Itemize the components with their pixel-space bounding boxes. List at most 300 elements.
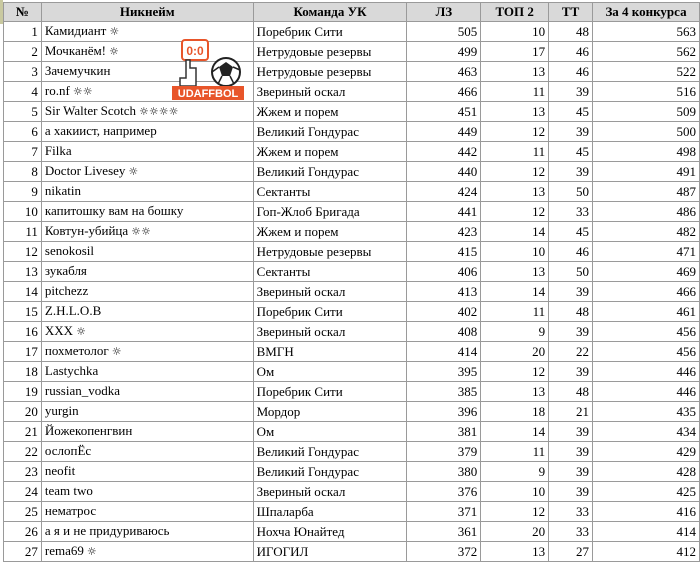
row-team-text: Ом <box>256 363 275 379</box>
row-lz <box>407 162 481 182</box>
row-lz <box>407 122 481 142</box>
row-top2 <box>481 482 549 502</box>
row-number-text: 25 <box>24 503 38 519</box>
row-nickname-text: ro.nf <box>44 83 70 99</box>
row-nickname <box>41 222 253 242</box>
row-nickname-text: Зачемучкин <box>44 63 111 79</box>
row-total-text: 486 <box>676 203 696 219</box>
row-nickname-text: senokosil <box>44 243 95 259</box>
row-tt-text: 50 <box>576 183 590 199</box>
row-team <box>253 382 407 402</box>
row-team-text: Звериный оскал <box>256 83 346 99</box>
row-tt-text: 45 <box>576 143 590 159</box>
row-top2-text: 13 <box>532 543 546 559</box>
row-team <box>253 442 407 462</box>
row-top2 <box>481 442 549 462</box>
row-lz-text: 414 <box>457 343 478 359</box>
row-number-text: 13 <box>24 263 38 279</box>
row-lz-text: 380 <box>457 463 478 479</box>
row-number <box>4 142 42 162</box>
row-nickname-text: neofit <box>44 463 76 479</box>
row-tt-text: 39 <box>576 283 590 299</box>
row-number <box>4 22 42 42</box>
row-total <box>593 22 700 42</box>
row-lz-text: 361 <box>457 523 478 539</box>
row-total-text: 425 <box>676 483 696 499</box>
row-lz-text: 442 <box>457 143 478 159</box>
row-team-text: Ом <box>256 423 275 439</box>
row-team-text: Мордор <box>256 403 301 419</box>
row-lz-text: 463 <box>457 63 478 79</box>
row-lz-text: 441 <box>457 203 478 219</box>
row-number-text: 18 <box>24 363 38 379</box>
row-team <box>253 242 407 262</box>
row-total-text: 435 <box>676 403 696 419</box>
row-team-text: Нетрудовые резервы <box>256 243 372 259</box>
row-team <box>253 142 407 162</box>
row-top2-text: 9 <box>538 323 546 339</box>
row-total <box>593 202 700 222</box>
row-number <box>4 522 42 542</box>
row-top2 <box>481 282 549 302</box>
row-number-text: 24 <box>24 483 38 499</box>
row-top2-text: 14 <box>532 423 546 439</box>
row-nickname-text: похметолог <box>44 343 109 359</box>
row-total <box>593 282 700 302</box>
row-number <box>4 342 42 362</box>
row-lz <box>407 362 481 382</box>
row-team-text: Поребрик Сити <box>256 303 343 319</box>
row-number-text: 2 <box>31 43 38 59</box>
logo-brand-text: UDAFFBOL <box>177 88 239 100</box>
row-top2-text: 17 <box>532 43 546 59</box>
row-total-text: 469 <box>676 263 696 279</box>
row-top2 <box>481 422 549 442</box>
row-top2 <box>481 382 549 402</box>
row-total <box>593 382 700 402</box>
row-nickname-text: Sir Walter Scotch <box>44 103 137 119</box>
table-row <box>4 302 700 322</box>
row-top2-text: 13 <box>532 263 546 279</box>
row-top2 <box>481 82 549 102</box>
row-tt <box>549 322 593 342</box>
table-row <box>4 522 700 542</box>
row-nickname <box>41 122 253 142</box>
row-number <box>4 282 42 302</box>
row-lz <box>407 182 481 202</box>
row-team-text: Звериный оскал <box>256 323 346 339</box>
row-total-text: 491 <box>676 163 696 179</box>
row-team-text: Великий Гондурас <box>256 463 359 479</box>
row-lz <box>407 202 481 222</box>
row-top2-text: 14 <box>532 283 546 299</box>
row-total <box>593 522 700 542</box>
row-tt <box>549 502 593 522</box>
row-nickname <box>41 482 253 502</box>
row-number <box>4 502 42 522</box>
row-tt-text: 39 <box>576 323 590 339</box>
row-lz-text: 415 <box>457 243 478 259</box>
row-team <box>253 222 407 242</box>
row-nickname <box>41 422 253 442</box>
row-lz-text: 396 <box>457 403 478 419</box>
row-tt-text: 39 <box>576 443 590 459</box>
row-lz-text: 424 <box>457 183 478 199</box>
row-top2 <box>481 522 549 542</box>
row-tt-text: 48 <box>576 383 590 399</box>
row-top2 <box>481 262 549 282</box>
row-number <box>4 162 42 182</box>
row-nickname-text: Z.H.L.O.B <box>44 303 102 319</box>
row-tt <box>549 62 593 82</box>
row-lz-text: 440 <box>457 163 478 179</box>
row-number <box>4 482 42 502</box>
row-tt-text: 39 <box>576 423 590 439</box>
row-total <box>593 242 700 262</box>
row-team <box>253 122 407 142</box>
row-team <box>253 542 407 562</box>
row-total <box>593 142 700 162</box>
row-nickname <box>41 542 253 562</box>
row-total <box>593 402 700 422</box>
row-lz-text: 379 <box>457 443 478 459</box>
row-team <box>253 322 407 342</box>
row-team <box>253 462 407 482</box>
sun-icons: ☼☼☼☼ <box>139 105 179 119</box>
row-tt <box>549 262 593 282</box>
row-lz <box>407 422 481 442</box>
row-number <box>4 62 42 82</box>
row-nickname-text: Камидиант <box>44 23 107 39</box>
header-nickname: Никнейм <box>41 3 253 22</box>
row-tt <box>549 122 593 142</box>
row-number-text: 5 <box>31 103 38 119</box>
row-number <box>4 302 42 322</box>
row-number-text: 12 <box>24 243 38 259</box>
row-total-text: 500 <box>676 123 696 139</box>
row-lz <box>407 282 481 302</box>
row-number <box>4 42 42 62</box>
row-top2-text: 20 <box>532 523 546 539</box>
row-nickname-text: team two <box>44 483 93 499</box>
row-total-text: 428 <box>676 463 696 479</box>
row-lz <box>407 242 481 262</box>
table-row <box>4 242 700 262</box>
row-nickname <box>41 362 253 382</box>
row-nickname <box>41 502 253 522</box>
row-number-text: 26 <box>24 523 38 539</box>
row-top2 <box>481 242 549 262</box>
row-tt <box>549 302 593 322</box>
row-top2 <box>481 42 549 62</box>
row-total-text: 498 <box>676 143 696 159</box>
sun-icons: ☼ <box>128 165 139 179</box>
row-tt-text: 22 <box>576 343 590 359</box>
table-row <box>4 402 700 422</box>
row-number-text: 1 <box>31 23 38 39</box>
row-nickname <box>41 162 253 182</box>
sun-icons: ☼ <box>76 325 86 339</box>
row-tt <box>549 382 593 402</box>
row-total <box>593 322 700 342</box>
row-number-text: 20 <box>24 403 38 419</box>
row-top2-text: 12 <box>532 503 546 519</box>
row-nickname-text: russian_vodka <box>44 383 121 399</box>
row-top2 <box>481 502 549 522</box>
row-total-text: 562 <box>676 43 696 59</box>
row-top2 <box>481 362 549 382</box>
row-team-text: Поребрик Сити <box>256 23 343 39</box>
row-total <box>593 442 700 462</box>
row-top2-text: 11 <box>532 443 546 459</box>
row-team-text: Великий Гондурас <box>256 163 359 179</box>
row-total-text: 487 <box>676 183 696 199</box>
row-nickname-text: yurgin <box>44 403 79 419</box>
row-total <box>593 222 700 242</box>
row-team <box>253 422 407 442</box>
row-nickname-text: Lastychka <box>44 363 99 379</box>
row-top2-text: 12 <box>532 123 546 139</box>
row-team <box>253 42 407 62</box>
row-number <box>4 242 42 262</box>
row-lz <box>407 442 481 462</box>
row-lz <box>407 402 481 422</box>
row-top2-text: 14 <box>532 223 546 239</box>
row-nickname-text: а хакиист, например <box>44 123 157 139</box>
row-total <box>593 302 700 322</box>
row-top2 <box>481 402 549 422</box>
row-total <box>593 162 700 182</box>
ranking-table <box>3 2 700 562</box>
row-team-text: ВМГН <box>256 343 294 359</box>
row-nickname <box>41 282 253 302</box>
row-nickname <box>41 182 253 202</box>
row-nickname <box>41 342 253 362</box>
row-total-text: 466 <box>676 283 696 299</box>
row-number <box>4 322 42 342</box>
table-row <box>4 442 700 462</box>
row-lz-text: 381 <box>457 423 478 439</box>
row-team <box>253 282 407 302</box>
sun-icons: ☼☼ <box>72 85 93 99</box>
row-total <box>593 42 700 62</box>
row-team <box>253 162 407 182</box>
row-nickname <box>41 142 253 162</box>
row-tt <box>549 142 593 162</box>
row-nickname-text: rema69 <box>44 543 84 559</box>
row-nickname-text: Йожекопенгвин <box>44 423 133 439</box>
row-tt-text: 21 <box>576 403 590 419</box>
row-total <box>593 482 700 502</box>
table-row <box>4 282 700 302</box>
row-lz <box>407 502 481 522</box>
row-top2-text: 12 <box>532 203 546 219</box>
row-lz-text: 376 <box>457 483 478 499</box>
row-number <box>4 422 42 442</box>
table-row <box>4 422 700 442</box>
row-nickname <box>41 442 253 462</box>
row-top2 <box>481 162 549 182</box>
row-team-text: Жжем и порем <box>256 143 339 159</box>
row-lz <box>407 62 481 82</box>
row-lz-text: 451 <box>457 103 478 119</box>
row-tt-text: 45 <box>576 223 590 239</box>
table-row <box>4 342 700 362</box>
row-top2-text: 11 <box>532 83 546 99</box>
row-team-text: Сектанты <box>256 183 311 199</box>
sun-icons: ☼ <box>109 25 120 39</box>
row-number-text: 19 <box>24 383 38 399</box>
row-tt <box>549 202 593 222</box>
row-top2-text: 11 <box>532 143 546 159</box>
row-team <box>253 102 407 122</box>
header-total: За 4 конкурса <box>593 3 700 22</box>
row-number-text: 14 <box>24 283 38 299</box>
row-tt <box>549 402 593 422</box>
row-top2-text: 11 <box>532 303 546 319</box>
udaffbol-logo-graphic <box>172 38 244 100</box>
table-row <box>4 142 700 162</box>
row-tt <box>549 342 593 362</box>
row-team <box>253 522 407 542</box>
row-tt <box>549 282 593 302</box>
row-nickname <box>41 242 253 262</box>
row-total <box>593 542 700 562</box>
row-top2-text: 10 <box>532 483 546 499</box>
row-total-text: 416 <box>676 503 696 519</box>
row-number-text: 17 <box>24 343 38 359</box>
row-team-text: Великий Гондурас <box>256 443 359 459</box>
row-team-text: Сектанты <box>256 263 311 279</box>
row-number-text: 27 <box>24 543 38 559</box>
row-number-text: 21 <box>24 423 38 439</box>
row-total-text: 446 <box>676 363 696 379</box>
row-lz <box>407 522 481 542</box>
row-lz-text: 406 <box>457 263 478 279</box>
row-tt <box>549 182 593 202</box>
row-nickname-text: Filka <box>44 143 72 159</box>
row-lz-text: 408 <box>457 323 478 339</box>
row-tt-text: 39 <box>576 463 590 479</box>
table-row <box>4 222 700 242</box>
row-total <box>593 422 700 442</box>
row-number <box>4 542 42 562</box>
row-lz-text: 402 <box>457 303 478 319</box>
row-nickname <box>41 322 253 342</box>
row-number-text: 3 <box>31 63 38 79</box>
row-total <box>593 502 700 522</box>
row-tt <box>549 462 593 482</box>
row-total-text: 522 <box>676 63 696 79</box>
header-tt: ТТ <box>549 3 593 22</box>
row-nickname-text: pitchezz <box>44 283 89 299</box>
row-nickname-text: а я и не придуриваюсь <box>44 523 170 539</box>
row-top2 <box>481 202 549 222</box>
row-top2-text: 10 <box>532 243 546 259</box>
row-number <box>4 262 42 282</box>
row-lz-text: 466 <box>457 83 478 99</box>
row-number-text: 7 <box>31 143 38 159</box>
row-nickname-text: ослопЁс <box>44 443 92 459</box>
row-top2 <box>481 222 549 242</box>
row-top2 <box>481 22 549 42</box>
row-team <box>253 62 407 82</box>
row-team-text: Нетрудовые резервы <box>256 63 372 79</box>
table-row <box>4 462 700 482</box>
row-number-text: 22 <box>24 443 38 459</box>
row-lz-text: 372 <box>457 543 478 559</box>
row-tt-text: 46 <box>576 63 590 79</box>
row-nickname-text: XXX <box>44 323 74 339</box>
row-total-text: 434 <box>676 423 696 439</box>
row-number-text: 6 <box>31 123 38 139</box>
row-tt <box>549 542 593 562</box>
row-tt-text: 39 <box>576 483 590 499</box>
row-tt-text: 50 <box>576 263 590 279</box>
row-nickname <box>41 402 253 422</box>
row-tt <box>549 222 593 242</box>
row-nickname-text: нематрос <box>44 503 97 519</box>
row-number <box>4 402 42 422</box>
row-nickname-text: Doctor Livesey <box>44 163 126 179</box>
row-tt-text: 33 <box>576 523 590 539</box>
row-number <box>4 462 42 482</box>
row-team <box>253 182 407 202</box>
row-team-text: Звериный оскал <box>256 283 346 299</box>
row-tt <box>549 362 593 382</box>
row-nickname <box>41 302 253 322</box>
row-tt <box>549 522 593 542</box>
row-number-text: 9 <box>31 183 38 199</box>
row-lz <box>407 222 481 242</box>
row-tt <box>549 482 593 502</box>
row-lz <box>407 82 481 102</box>
row-tt-text: 39 <box>576 83 590 99</box>
row-top2 <box>481 182 549 202</box>
row-tt <box>549 102 593 122</box>
row-top2-text: 13 <box>532 383 546 399</box>
row-tt <box>549 22 593 42</box>
row-team <box>253 342 407 362</box>
row-lz <box>407 462 481 482</box>
row-tt-text: 27 <box>576 543 590 559</box>
row-top2 <box>481 302 549 322</box>
row-top2 <box>481 122 549 142</box>
sun-icons: ☼ <box>109 45 119 59</box>
row-total-text: 471 <box>676 243 696 259</box>
row-team <box>253 22 407 42</box>
row-total-text: 412 <box>676 543 696 559</box>
row-number-text: 23 <box>24 463 38 479</box>
row-tt-text: 39 <box>576 363 590 379</box>
row-lz-text: 499 <box>457 43 478 59</box>
row-team <box>253 262 407 282</box>
logo-score-text: 0:0 <box>186 44 204 58</box>
row-nickname <box>41 462 253 482</box>
row-top2 <box>481 102 549 122</box>
row-team <box>253 202 407 222</box>
row-tt-text: 48 <box>576 23 590 39</box>
row-nickname <box>41 522 253 542</box>
row-lz <box>407 342 481 362</box>
row-total <box>593 462 700 482</box>
row-total <box>593 362 700 382</box>
row-lz <box>407 42 481 62</box>
row-tt <box>549 42 593 62</box>
row-tt <box>549 82 593 102</box>
row-lz <box>407 22 481 42</box>
row-team <box>253 482 407 502</box>
